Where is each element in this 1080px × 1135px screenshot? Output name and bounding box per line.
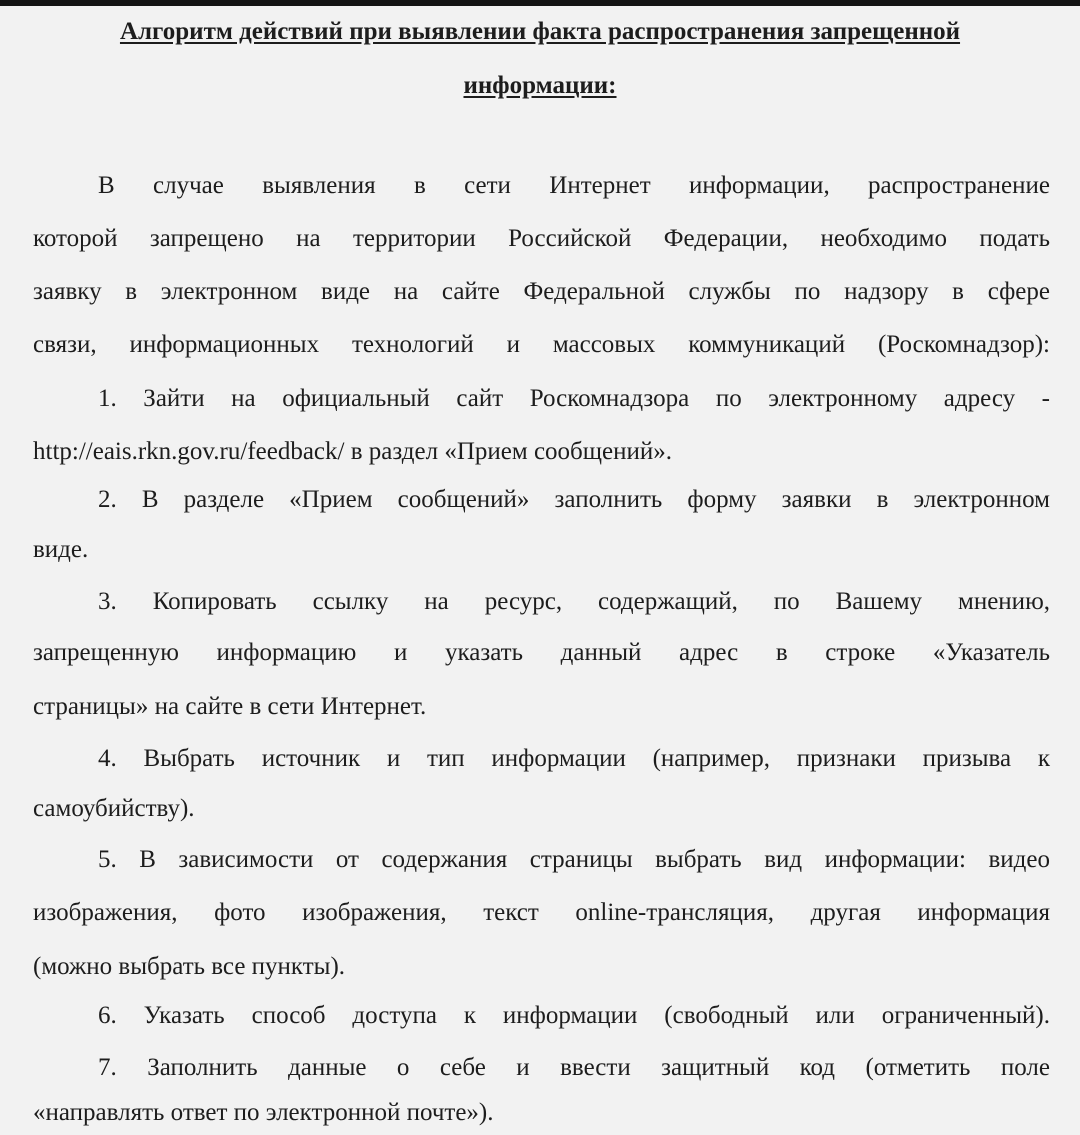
step-1-line-1: 1. Зайти на официальный сайт Роскомнадзора по электронному адресу -: [98, 385, 1050, 412]
intro-line-1: В случае выявления в сети Интернет информации, распространение: [98, 172, 1050, 199]
step-5-line-3: (можно выбрать все пункты).: [33, 953, 346, 980]
step-5-line-2: изображения, фото изображения, текст online-трансляция, другая информация: [33, 899, 1050, 926]
document-title-line-1: Алгоритм действий при выявлении факта распространения запрещенной: [119, 18, 961, 45]
step-2-line-2: виде.: [33, 536, 89, 563]
step-3-line-2: запрещенную информацию и указать данный адрес в строке «Указатель: [33, 639, 1050, 666]
step-4-line-2: самоубийству).: [33, 795, 195, 822]
intro-line-4: связи, информационных технологий и массовых коммуникаций (Роскомнадзор):: [33, 331, 1050, 358]
step-4-line-1: 4. Выбрать источник и тип информации (например, признаки призыва к: [98, 745, 1050, 772]
intro-line-3: заявку в электронном виде на сайте Федеральной службы по надзору в сфере: [33, 278, 1050, 305]
step-7-line-1: 7. Заполнить данные о себе и ввести защитный код (отметить поле: [98, 1054, 1050, 1081]
step-1-line-2: http://eais.rkn.gov.ru/feedback/ в раздел «Прием сообщений».: [33, 438, 672, 465]
step-7-line-2: «направлять ответ по электронной почте»).: [33, 1099, 494, 1126]
step-6-line-1: 6. Указать способ доступа к информации (свободный или ограниченный).: [98, 1002, 1050, 1029]
step-3-line-3: страницы» на сайте в сети Интернет.: [33, 693, 427, 720]
step-3-line-1: 3. Копировать ссылку на ресурс, содержащий, по Вашему мнению,: [98, 588, 1050, 615]
step-5-line-1: 5. В зависимости от содержания страницы выбрать вид информации: видео: [98, 846, 1050, 873]
step-2-line-1: 2. В разделе «Прием сообщений» заполнить форму заявки в электронном: [98, 486, 1050, 513]
intro-line-2: которой запрещено на территории Российской Федерации, необходимо подать: [33, 225, 1050, 252]
document-title-line-2: информации:: [463, 72, 617, 99]
